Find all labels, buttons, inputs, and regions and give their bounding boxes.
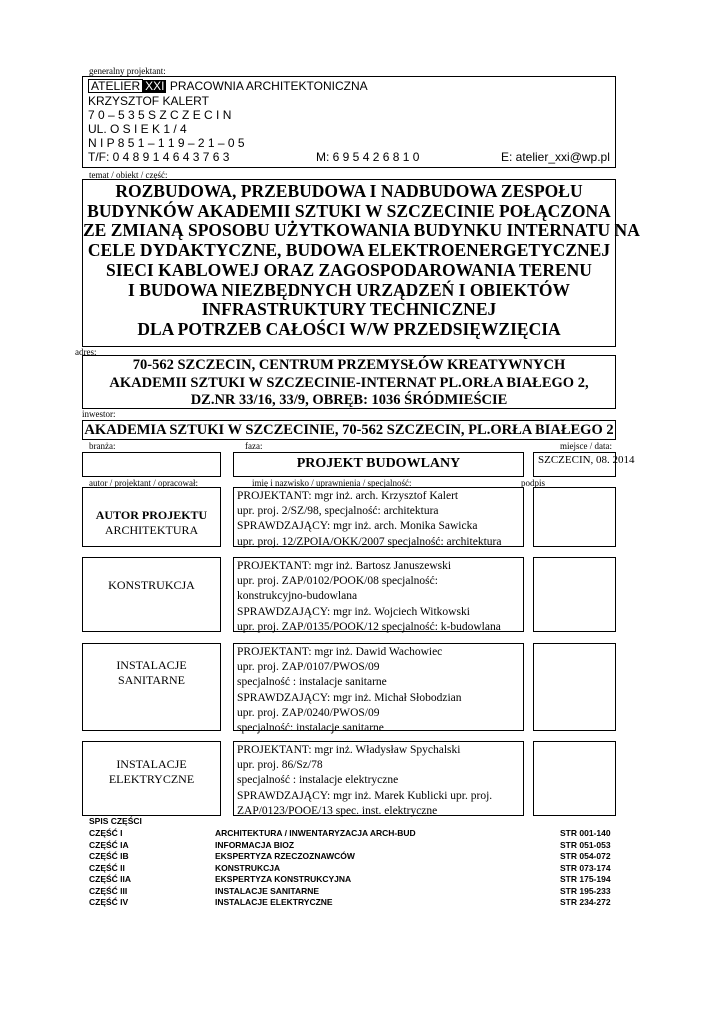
designer-owner: KRZYSZTOF KALERT [88,94,209,108]
toc-title-row [0,816,724,828]
address-lines [83,357,615,410]
author-role-primary: KONSTRUKCJA [108,578,195,592]
details-line: specjalność: instalacje sanitarne [237,722,384,735]
details-line: upr. proj. 2/SZ/98, specjalność: architektura [237,505,439,518]
address-line: 70-562 SZCZECIN, CENTRUM PRZEMYSŁÓW KREATYWNYCH [132,357,566,373]
toc-row [0,828,724,840]
address-line: AKADEMII SZTUKI W SZCZECINIE-INTERNAT PL.ORŁA BIAŁEGO 2, [109,374,589,391]
signature-cell [533,741,616,816]
signature-cell [533,487,616,547]
branch-box [82,452,221,477]
author-role-cell [82,557,221,632]
subject-line: DLA POTRZEB CAŁOŚCI W/W PRZEDSIĘWZIĘCIA [137,318,561,339]
toc-name: EKSPERTYZA RZECZOZNAWCÓW [215,851,355,861]
details-column-label: imię i nazwisko / uprawnienia / specjalność: [252,478,412,488]
investor-value: AKADEMIA SZTUKI W SZCZECINIE, 70-562 SZCZECIN, PL.ORŁA BIAŁEGO 2 [84,422,614,438]
subject-line: I BUDOWA NIEZBĘDNYCH URZĄDZEŃ I OBIEKTÓW [128,279,570,300]
toc-name: EKSPERTYZA KONSTRUKCYJNA [215,874,352,884]
author-role-cell [82,643,221,731]
address-line: DZ.NR 33/16, 33/9, OBRĘB: 1036 ŚRÓDMIEŚCIE [190,392,508,408]
atelier-logo: ATELIER [88,79,143,93]
author-details [237,559,501,635]
toc-row [0,874,724,886]
toc-row [0,863,724,875]
investor-section-label: inwestor: [82,409,116,419]
toc-pages: STR 073-174 [560,862,611,873]
subject-line: CELE DYDAKTYCZNE, BUDOWA ELEKTROENERGETYCZNEJ [87,240,611,261]
designer-mobile: M: 6 9 5 4 2 6 8 1 0 [316,150,420,164]
designer-postal: 7 0 – 5 3 5 S Z C Z E C I N [88,108,232,122]
signature-cell [533,643,616,731]
firm-name: PRACOWNIA ARCHITEKTONICZNA [169,79,368,93]
author-role-cell [82,741,221,816]
phase-box [233,452,524,477]
details-line: konstrukcyjno-budowlana [237,590,358,603]
details-line: specjalność : instalacje sanitarne [237,676,387,689]
branch-label: branża: [89,441,116,451]
toc-part: CZĘŚĆ IA [89,839,129,850]
author-details [237,645,462,736]
phase-value: PROJEKT BUDOWLANY [296,456,461,471]
author-details-cell [233,741,524,816]
signature-column-label: podpis [521,478,546,488]
toc-name: ARCHITEKTURA / INWENTARYZACJA ARCH-BUD [215,828,416,838]
details-line: SPRAWDZAJĄCY: mgr inż. Wojciech Witkowski [237,605,470,618]
designer-email: E: atelier_xxi@wp.pl [501,150,610,164]
author-role-primary: AUTOR PROJEKTU [95,508,208,522]
designer-nip: N I P 8 5 1 – 1 1 9 – 2 1 – 0 5 [88,136,245,150]
details-line: SPRAWDZAJĄCY: mgr inż. arch. Monika Sawicka [237,520,478,533]
place-date-value: SZCZECIN, 08. 2014 [538,454,635,466]
address-section-label: adres: [75,347,97,357]
details-line: upr. proj. 12/ZPOIA/OKK/2007 specjalność: architektura [237,535,502,548]
details-line: ZAP/0123/POOE/13 spec. inst. elektryczne [237,804,438,817]
subject-line: INFRASTRUKTURY TECHNICZNEJ [201,299,497,320]
toc-part: CZĘŚĆ II [89,862,125,873]
toc-part: CZĘŚĆ III [89,885,128,896]
designer-header-line [88,79,368,93]
toc-pages: STR 051-053 [560,839,611,850]
toc-name: INFORMACJA BIOZ [215,839,295,850]
toc-pages: STR 195-233 [560,885,611,896]
designer-phone: T/F: 0 4 8 9 1 4 6 4 3 7 6 3 [88,150,230,164]
details-line: upr. proj. ZAP/0107/PWOS/09 [237,661,380,674]
signature-cell [533,557,616,632]
author-details [237,743,492,819]
subject-line: ROZBUDOWA, PRZEBUDOWA I NADBUDOWA ZESPOŁU [115,181,583,201]
toc-row [0,840,724,852]
phase-label: faza: [245,441,263,451]
subject-box [82,179,640,347]
investor-box [82,420,616,440]
toc-part: CZĘŚĆ IB [89,851,129,861]
details-line: upr. proj. ZAP/0240/PWOS/09 [237,706,380,719]
details-line: upr. proj. 86/Sz/78 [237,759,323,772]
details-line: SPRAWDZAJĄCY: mgr inż. Michał Słobodzian [237,691,462,704]
toc-pages: STR 175-194 [560,874,611,884]
toc-row [0,886,724,898]
toc-row [0,897,724,909]
details-line: specjalność : instalacje elektryczne [237,774,399,787]
subject-line: ZE ZMIANĄ SPOSOBU UŻYTKOWANIA BUDYNKU INTERNATU NA [83,220,640,241]
atelier-logo-suffix: XXI [145,79,165,93]
toc-name: INSTALACJE SANITARNE [215,885,320,896]
designer-box [82,76,616,168]
author-role-cell [82,487,221,547]
toc-title: SPIS CZĘŚCI [89,816,142,826]
address-box [82,355,616,409]
details-line: PROJEKTANT: mgr inż. Władysław Spychalski [237,744,461,756]
details-line: upr. proj. ZAP/0102/POOK/08 specjalność: [237,575,438,588]
toc-row [0,851,724,863]
place-date-label: miejsce / data: [560,441,612,451]
details-line: PROJEKTANT: mgr inż. arch. Krzysztof Kalert [237,490,459,502]
subject-title [83,181,640,340]
toc-name: INSTALACJE ELEKTRYCZNE [215,897,333,907]
author-details-cell [233,487,524,547]
author-role-secondary: SANITARNE [117,673,186,687]
details-line: PROJEKTANT: mgr inż. Dawid Wachowiec [237,646,443,658]
author-details [237,489,501,550]
subject-line: SIECI KABLOWEJ ORAZ ZAGOSPODAROWANIA TERENU [106,259,592,280]
toc-pages: STR 001-140 [560,828,611,838]
toc-part: CZĘŚĆ I [89,828,123,838]
place-date-box [533,452,635,477]
subject-line: BUDYNKÓW AKADEMII SZTUKI W SZCZECINIE POŁĄCZONA [87,200,611,221]
details-line: SPRAWDZAJĄCY: mgr inż. Marek Kublicki upr. proj. [237,789,493,802]
author-details-cell [233,557,524,632]
designer-section-label: generalny projektant: [89,66,166,76]
toc-part: CZĘŚĆ IIA [89,874,132,884]
designer-street: UL. O S I E K 1 / 4 [88,122,187,136]
author-column-label: autor / projektant / opracował: [89,478,198,488]
details-line: upr. proj. ZAP/0135/POOK/12 specjalność: k-budowlana [237,620,501,633]
details-line: PROJEKTANT: mgr inż. Bartosz Januszewski [237,560,452,572]
author-role-secondary: ARCHITEKTURA [104,523,199,537]
toc-name: KONSTRUKCJA [215,862,281,873]
subject-section-label: temat / obiekt / część: [89,170,168,180]
toc-part: CZĘŚĆ IV [89,897,129,907]
toc-pages: STR 054-072 [560,851,611,861]
toc-pages: STR 234-272 [560,897,611,907]
author-details-cell [233,643,524,735]
author-role-primary: INSTALACJE [116,658,187,672]
author-role-secondary: ELEKTRYCZNE [108,772,195,786]
author-role-primary: INSTALACJE [116,757,187,771]
